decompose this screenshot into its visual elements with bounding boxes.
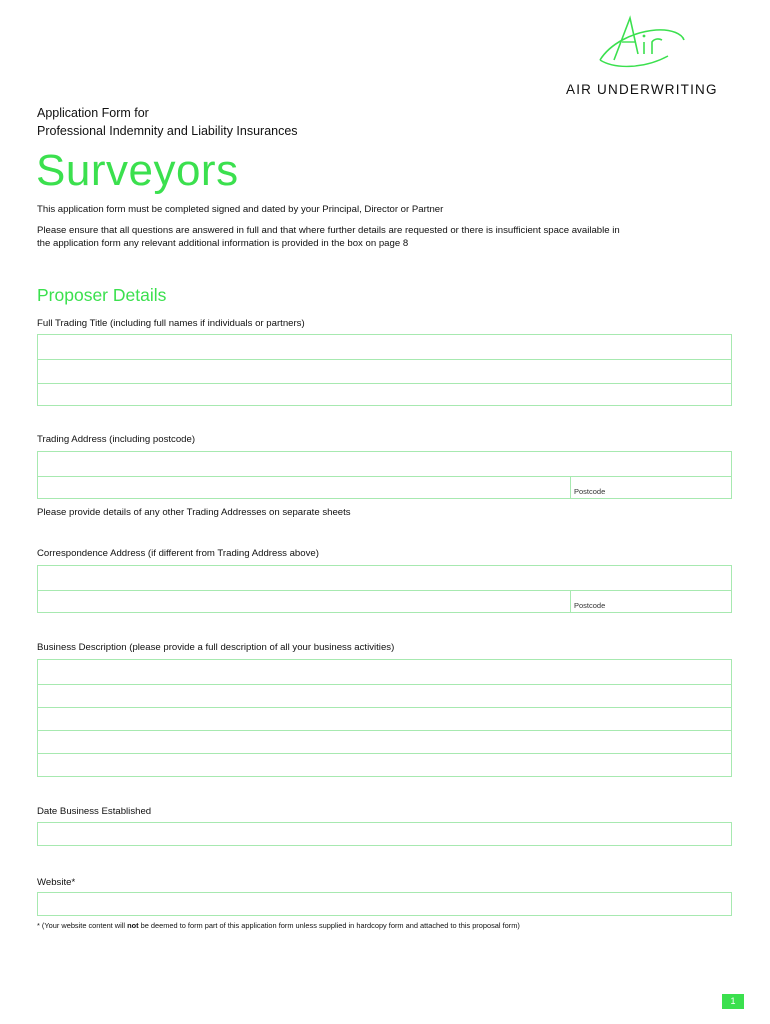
intro-signature-note: This application form must be completed signed and dated by your Principal, Director or Partner — [37, 204, 444, 215]
intro-instructions-line2: the application form any relevant additional information is provided in the box on page 8 — [37, 238, 409, 249]
trading-address-field[interactable] — [37, 451, 732, 499]
business-description-label: Business Description (please provide a full description of all your business activities) — [37, 642, 395, 653]
page-number-badge: 1 — [722, 994, 744, 1009]
trading-address-label: Trading Address (including postcode) — [37, 434, 196, 445]
postcode-divider — [570, 477, 571, 498]
trading-title-field[interactable] — [37, 334, 732, 406]
form-title-line1: Application Form for — [37, 106, 149, 120]
trading-title-line-3[interactable] — [38, 383, 731, 405]
trading-title-line-2[interactable] — [38, 359, 731, 383]
business-description-line-5[interactable] — [38, 753, 731, 776]
correspondence-line-2[interactable] — [38, 590, 731, 612]
date-established-label: Date Business Established — [37, 806, 152, 817]
website-field[interactable] — [37, 892, 732, 916]
business-description-line-3[interactable] — [38, 707, 731, 730]
postcode-divider — [570, 591, 571, 612]
business-description-line-4[interactable] — [38, 730, 731, 753]
trading-title-label: Full Trading Title (including full names if individuals or partners) — [37, 318, 305, 329]
trading-title-line-1[interactable] — [38, 335, 731, 359]
website-label: Website* — [37, 877, 76, 888]
correspondence-address-label: Correspondence Address (if different from Trading Address above) — [37, 548, 319, 559]
footnote-suffix: be deemed to form part of this application form unless supplied in hardcopy form and attached to this proposal form) — [138, 921, 520, 930]
brand-name: AIR UNDERWRITING — [566, 82, 718, 97]
intro-instructions-line1: Please ensure that all questions are answered in full and that where further details are requested or there is insufficient space available in — [37, 225, 620, 236]
air-logo-icon — [596, 14, 688, 74]
trading-postcode-label: Postcode — [574, 487, 606, 496]
correspondence-address-field[interactable] — [37, 565, 732, 613]
form-title-line2: Professional Indemnity and Liability Insurances — [37, 124, 298, 138]
other-addresses-note: Please provide details of any other Trading Addresses on separate sheets — [37, 507, 351, 518]
date-established-field[interactable] — [37, 822, 732, 846]
correspondence-postcode-label: Postcode — [574, 601, 606, 610]
website-footnote — [37, 921, 520, 930]
section-title-proposer-details: Proposer Details — [37, 285, 167, 305]
footnote-bold: not — [127, 921, 139, 930]
footnote-prefix: * (Your website content will — [37, 921, 128, 930]
business-description-line-2[interactable] — [38, 684, 731, 707]
business-description-line-1[interactable] — [38, 660, 731, 684]
correspondence-line-1[interactable] — [38, 566, 731, 590]
trading-address-line-1[interactable] — [38, 452, 731, 476]
trading-address-line-2[interactable] — [38, 476, 731, 498]
business-description-field[interactable] — [37, 659, 732, 777]
page-title: Surveyors — [36, 146, 239, 195]
